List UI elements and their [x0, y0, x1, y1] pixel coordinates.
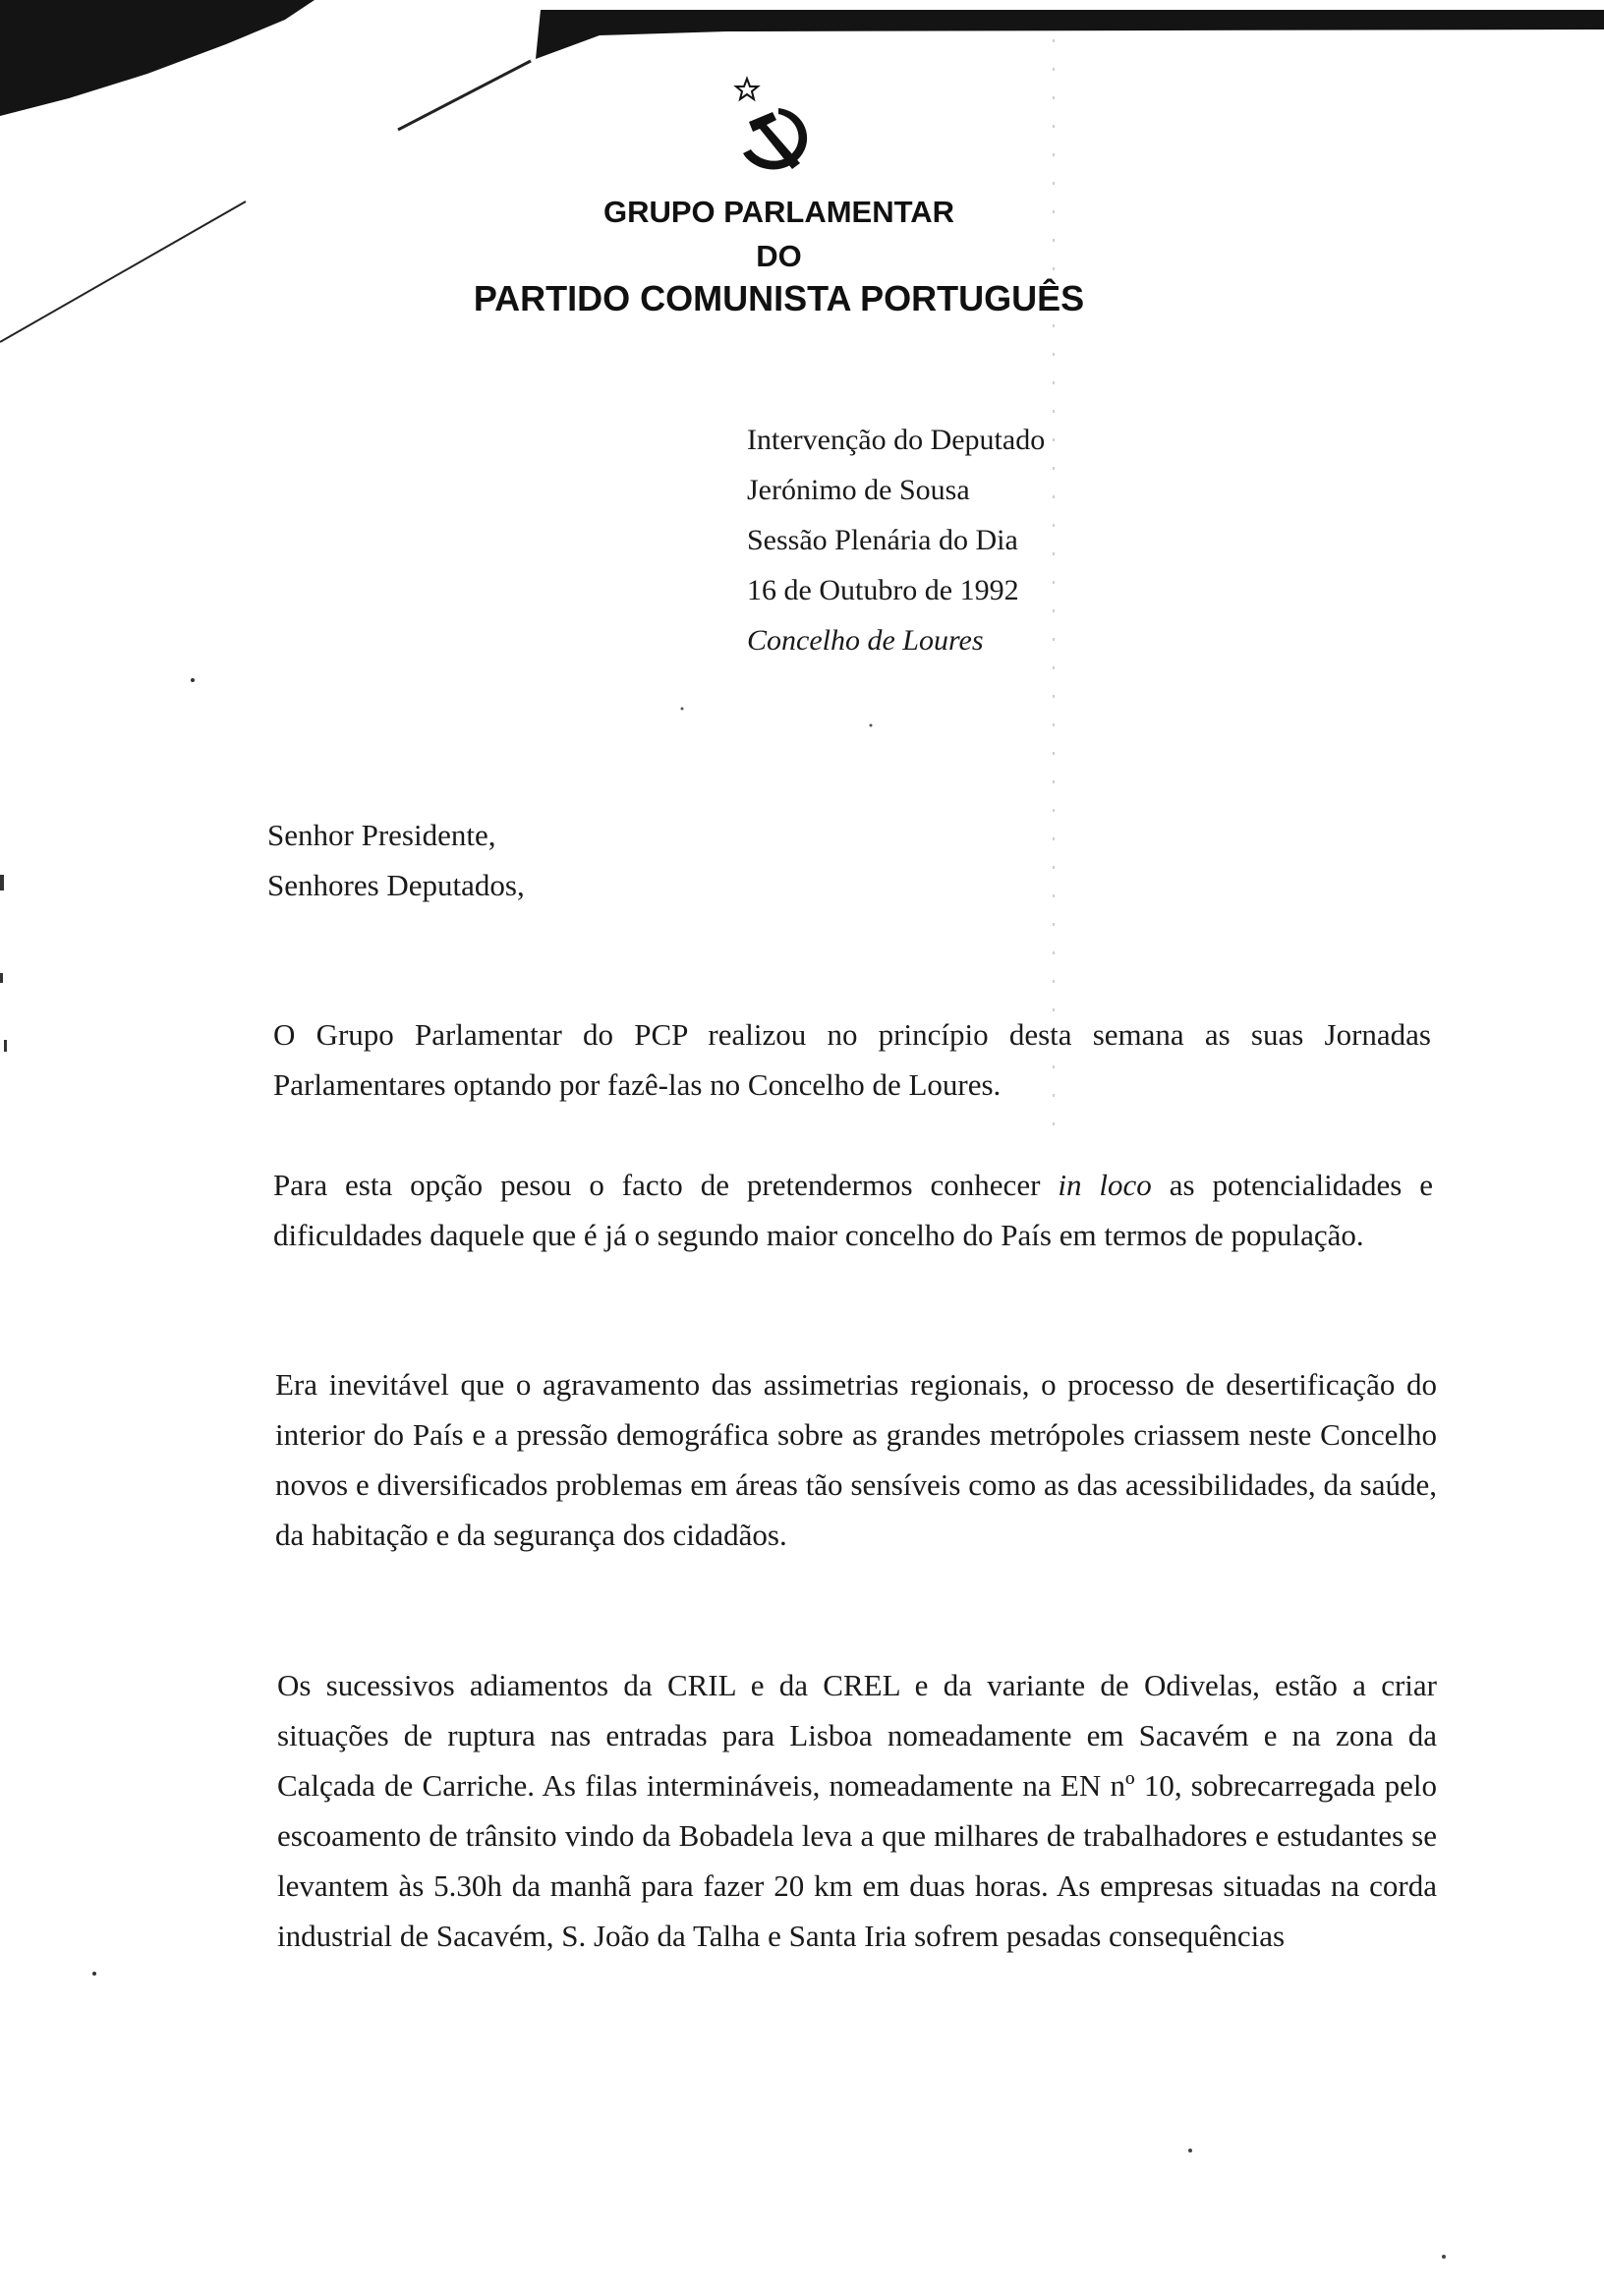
paragraph-1: O Grupo Parlamentar do PCP realizou no princípio desta semana as suas Jornadas Parlamentares optando por fazê-las no Concelho de Loures. [273, 1017, 1431, 1102]
margin-speck [0, 875, 4, 890]
paragraph-4: Os sucessivos adiamentos da CRIL e da CREL e da variante de Odivelas, estão a criar situações de ruptura nas entradas para Lisboa nomeadamente em Sacavém e na zona da Calçada de Carriche. As filas intermináveis, nomeadamente na EN nº 10, sobrecarregada pelo escoamento de trânsito vindo da Bobadela leva a que milhares de trabalhadores e estudantes se levantem às 5.30h da manhã para fazer 20 km em duas horas. As empresas situadas na corda industrial de Sacavém, S. João da Talha e Santa Iria sofrem pesadas consequências [277, 1668, 1437, 1953]
salutation [267, 810, 525, 910]
deputy-name: Jerónimo de Sousa [747, 474, 970, 506]
margin-speck [870, 724, 873, 727]
margin-speck [92, 1972, 96, 1976]
margin-speck [681, 708, 684, 711]
margin-speck [4, 1040, 7, 1052]
speech-type: Intervenção do Deputado [747, 424, 1046, 456]
paragraph-3: Era inevitável que o agravamento das assimetrias regionais, o processo de desertificação do interior do País e a pressão demográfica sobre as grandes metrópoles criassem neste Concelho novos e diversificados problemas em áreas tão sensíveis como as das acessibilidades, da saúde, da habitação e da segurança dos cidadãos. [275, 1367, 1437, 1552]
session-name: Sessão Plenária do Dia [747, 524, 1018, 556]
margin-speck [1188, 2149, 1192, 2152]
paragraph-2-text-a: Para esta opção pesou o facto de pretendermos conhecer [273, 1168, 1059, 1202]
star-icon [736, 79, 758, 99]
scan-streak-top [398, 61, 531, 130]
salutation-line1: Senhor Presidente, [267, 818, 496, 852]
paragraph-2 [273, 1160, 1433, 1260]
paragraph-2-emphasis: in loco [1058, 1168, 1152, 1202]
org-name-line3: PARTIDO COMUNISTA PORTUGUÊS [473, 278, 1085, 318]
paragraph-2-text-b: as potencialidades e dificuldades daquele que é já o segundo maior concelho do País em termos de população. [273, 1168, 1433, 1252]
margin-speck [1442, 2255, 1446, 2259]
margin-speck [191, 678, 195, 682]
margin-speck [0, 973, 3, 983]
speech-subject: Concelho de Loures [747, 624, 984, 657]
top-right-scan-shadow [536, 10, 1604, 59]
session-date: 16 de Outubro de 1992 [747, 574, 1019, 606]
speech-header [747, 415, 1045, 665]
salutation-line2: Senhores Deputados, [267, 868, 525, 902]
org-name-line2: DO [756, 239, 802, 273]
top-left-scan-shadow [0, 0, 315, 116]
org-name-line1: GRUPO PARLAMENTAR [602, 195, 955, 229]
hammer-and-sickle-with-star-icon [729, 73, 820, 183]
